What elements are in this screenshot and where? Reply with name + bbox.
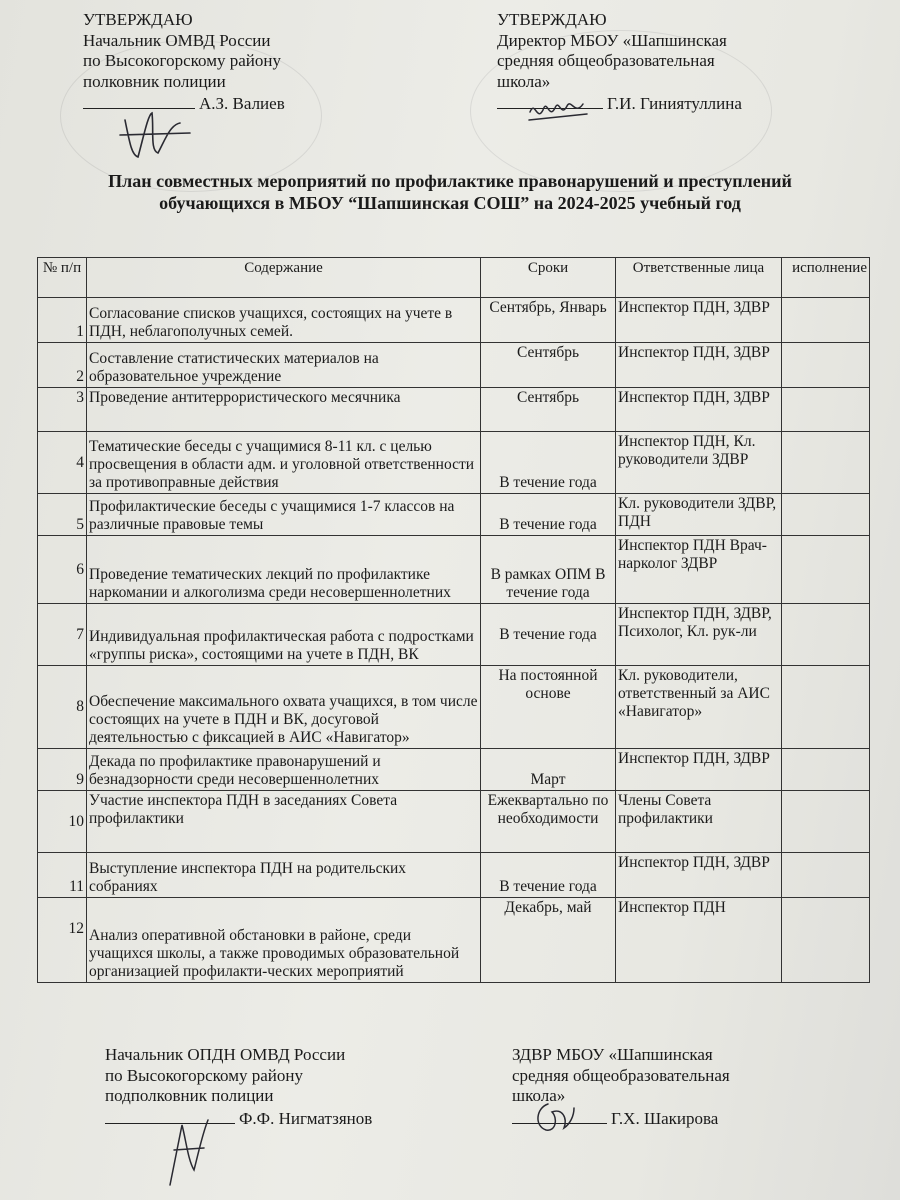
row-num: 10: [38, 791, 87, 853]
approval-line: средняя общеобразовательная: [497, 51, 715, 70]
table-row: [38, 604, 870, 666]
row-num: 6: [38, 536, 87, 604]
row-execution: [782, 298, 870, 343]
table-row: [38, 666, 870, 749]
table-row: [38, 853, 870, 898]
approval-line: Директор МБОУ «Шапшинская: [497, 30, 727, 50]
approval-line: по Высокогорскому району: [83, 51, 281, 70]
row-responsible: Инспектор ПДН, ЗДВР: [616, 343, 782, 388]
row-execution: [782, 853, 870, 898]
approval-line: Начальник ОМВД России: [83, 30, 271, 50]
row-num: 4: [38, 432, 87, 494]
row-num: 3: [38, 388, 87, 432]
row-responsible: Кл. руководители ЗДВР, ПДН: [616, 494, 782, 536]
table-row: [38, 749, 870, 791]
row-responsible: Инспектор ПДН, ЗДВР: [616, 853, 782, 898]
signatory-name: Г.Х. Шакирова: [611, 1108, 719, 1128]
row-content: Согласование списков учащихся, состоящих на учете в ПДН, неблагополучных семей.: [87, 298, 481, 343]
signature-footer-left: [160, 1110, 220, 1190]
footer-line: школа»: [512, 1086, 566, 1105]
row-responsible: Инспектор ПДН, ЗДВР: [616, 388, 782, 432]
row-responsible: Инспектор ПДН, ЗДВР, Психолог, Кл. рук-ли: [616, 604, 782, 666]
row-term: В течение года: [481, 853, 616, 898]
footer-signature-line: [105, 1107, 435, 1130]
row-term: Сентябрь, Январь: [481, 298, 616, 343]
footer-line: средняя общеобразовательная: [512, 1065, 730, 1085]
row-execution: [782, 343, 870, 388]
row-responsible: Инспектор ПДН Врач-нарколог ЗДВР: [616, 536, 782, 604]
row-num: 12: [38, 898, 87, 983]
table-row: [38, 536, 870, 604]
header-responsible: Ответственные лица: [616, 258, 782, 298]
header-num: № п/п: [38, 258, 87, 298]
footer-signatory-left: [105, 1045, 435, 1129]
footer-line: Начальник ОПДН ОМВД России: [105, 1045, 346, 1064]
row-execution: [782, 536, 870, 604]
approver-name: А.З. Валиев: [199, 94, 285, 113]
row-term: Сентябрь: [481, 343, 616, 388]
row-execution: [782, 494, 870, 536]
row-content: Декада по профилактике правонарушений и безнадзорности среди несовершеннолетних: [87, 749, 481, 791]
row-content: Проведение тематических лекций по профилактике наркомании и алкоголизма среди несовершеннолетних: [87, 536, 481, 604]
row-content: Анализ оперативной обстановки в районе, среди учащихся школы, а также проводимых образовательной организацией профилакти-ческих мероприятий: [87, 898, 481, 983]
row-execution: [782, 898, 870, 983]
title-line-1: План совместных мероприятий по профилактике правонарушений и преступлений: [108, 171, 792, 191]
row-term: В течение года: [481, 494, 616, 536]
approval-heading: УТВЕРЖДАЮ: [83, 10, 193, 29]
row-execution: [782, 388, 870, 432]
row-responsible: Инспектор ПДН, Кл. руководители ЗДВР: [616, 432, 782, 494]
table-row: [38, 898, 870, 983]
row-num: 8: [38, 666, 87, 749]
row-content: Обеспечение максимального охвата учащихся, в том числе состоящих на учете в ПДН и ВК, досуговой деятельностью с фиксацией в АИС «Навигатор»: [87, 666, 481, 749]
signature-right: [525, 92, 595, 132]
events-plan-table: [37, 257, 870, 983]
row-responsible: Члены Совета профилактики: [616, 791, 782, 853]
row-content: Участие инспектора ПДН в заседаниях Совета профилактики: [87, 791, 481, 853]
row-execution: [782, 791, 870, 853]
row-term: Ежеквартально по необходимости: [481, 791, 616, 853]
approval-heading: УТВЕРЖДАЮ: [497, 10, 607, 29]
row-num: 9: [38, 749, 87, 791]
footer-line: подполковник полиции: [105, 1086, 274, 1105]
table-row: [38, 432, 870, 494]
row-execution: [782, 666, 870, 749]
signature-footer-right: [528, 1098, 578, 1138]
header-content: Содержание: [87, 258, 481, 298]
row-term: В рамках ОПМ В течение года: [481, 536, 616, 604]
row-content: Тематические беседы с учащимися 8-11 кл. с целью просвещения в области адм. и уголовной ответственности за противоправные действия: [87, 432, 481, 494]
signature-left: [110, 95, 200, 165]
approver-name: Г.И. Гиниятуллина: [607, 94, 742, 113]
row-num: 7: [38, 604, 87, 666]
table-row: [38, 388, 870, 432]
signatory-name: Ф.Ф. Нигматзянов: [239, 1108, 373, 1128]
footer-line: ЗДВР МБОУ «Шапшинская: [512, 1045, 713, 1064]
row-content: Выступление инспектора ПДН на родительских собраниях: [87, 853, 481, 898]
row-term: В течение года: [481, 604, 616, 666]
approval-line: полковник полиции: [83, 71, 226, 91]
row-num: 1: [38, 298, 87, 343]
header-term: Сроки: [481, 258, 616, 298]
row-term: На постоянной основе: [481, 666, 616, 749]
row-execution: [782, 749, 870, 791]
row-term: Сентябрь: [481, 388, 616, 432]
row-term: В течение года: [481, 432, 616, 494]
table-row: [38, 791, 870, 853]
row-execution: [782, 604, 870, 666]
row-responsible: Кл. руководители, ответственный за АИС «Навигатор»: [616, 666, 782, 749]
footer-line: по Высокогорскому району: [105, 1065, 303, 1085]
row-content: Проведение антитеррористического месячника: [87, 388, 481, 432]
row-term: Март: [481, 749, 616, 791]
row-content: Индивидуальная профилактическая работа с подростками «группы риска», состоящими на учете в ПДН, ВК: [87, 604, 481, 666]
row-content: Составление статистических материалов на образовательное учреждение: [87, 343, 481, 388]
table-row: [38, 494, 870, 536]
row-num: 5: [38, 494, 87, 536]
row-content: Профилактические беседы с учащимися 1-7 классов на различные правовые темы: [87, 494, 481, 536]
header-execution: исполнение: [782, 258, 870, 298]
row-responsible: Инспектор ПДН, ЗДВР: [616, 749, 782, 791]
row-responsible: Инспектор ПДН: [616, 898, 782, 983]
row-num: 2: [38, 343, 87, 388]
table-row: [38, 298, 870, 343]
row-responsible: Инспектор ПДН, ЗДВР: [616, 298, 782, 343]
row-term: Декабрь, май: [481, 898, 616, 983]
row-num: 11: [38, 853, 87, 898]
table-row: [38, 343, 870, 388]
table-header-row: [38, 258, 870, 298]
page-title: [20, 170, 880, 214]
row-execution: [782, 432, 870, 494]
title-line-2: обучающихся в МБОУ “Шапшинская СОШ” на 2024-2025 учебный год: [159, 193, 741, 213]
approval-line: школа»: [497, 71, 551, 91]
